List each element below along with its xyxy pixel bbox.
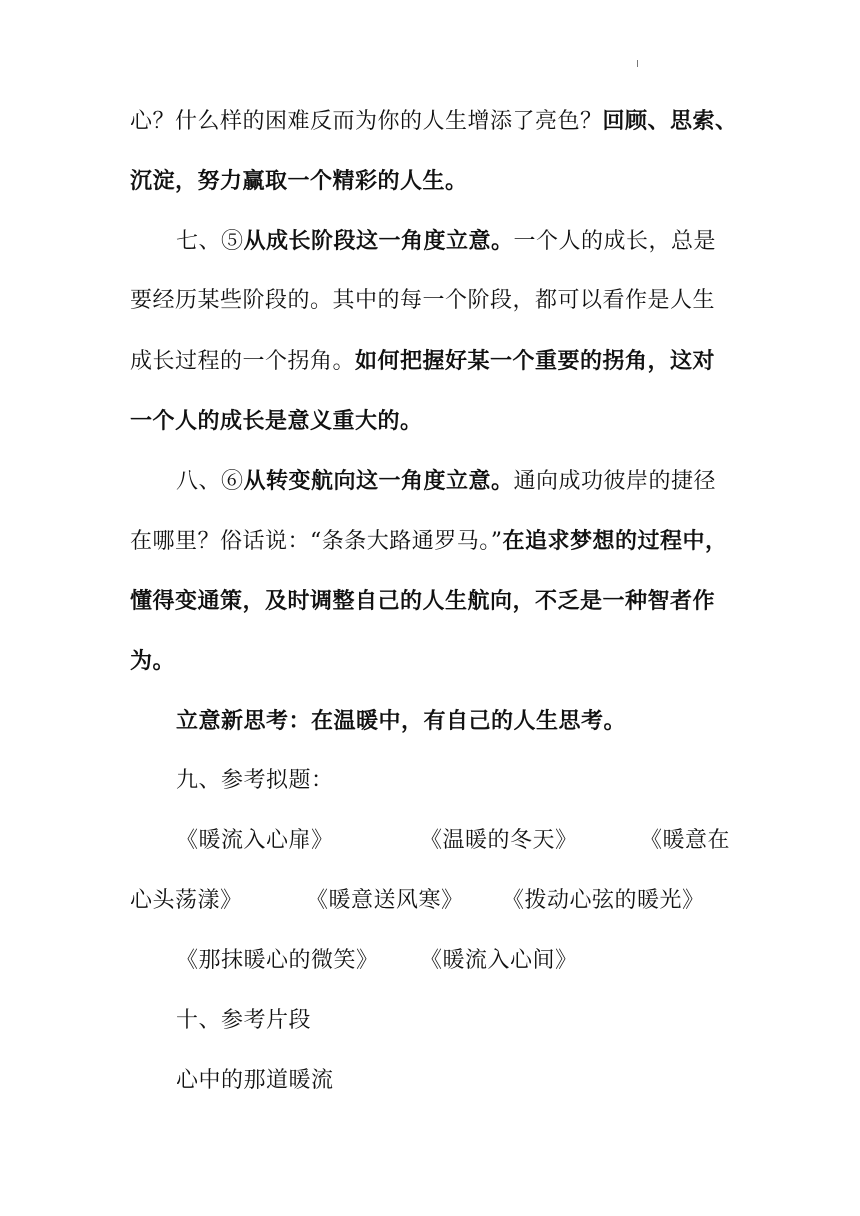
suggested-title: 《那抹暖心的微笑》 [176, 948, 379, 973]
section-heading: 十、参考片段 [176, 1008, 312, 1033]
text-run: 八、⑥ [176, 469, 244, 494]
bold-text-run: 沉淀，努力赢取一个精彩的人生。 [130, 168, 468, 194]
paragraph-line [176, 226, 716, 257]
suggested-title: 《暖意送风寒》 [306, 888, 464, 913]
bold-text-run: 懂得变通策，及时调整自己的人生航向，不乏是一种智者作 [130, 588, 716, 614]
paragraph-line [176, 706, 626, 737]
text-run: 七、⑤ [176, 229, 244, 254]
text-run: 在哪里？俗话说：“条条大路通罗马。” [130, 529, 503, 554]
suggested-title: 《温暖的冬天》 [420, 828, 578, 853]
suggested-title: 《暖流入心间》 [420, 948, 578, 973]
bold-text-run: 如何把握好某一个重要的拐角，这对 [355, 348, 716, 374]
paragraph-line [130, 646, 175, 677]
paragraph-line [176, 466, 716, 497]
bold-text-run: 从成长阶段这一角度立意。 [243, 228, 514, 254]
paragraph-line [130, 346, 715, 377]
text-run: 通向成功彼岸的捷径 [513, 469, 717, 494]
section-heading: 九、参考拟题： [176, 768, 334, 793]
text-run: 一个人的成长，总是 [513, 229, 717, 254]
suggested-title: 《暖意在 [640, 828, 731, 853]
paragraph-line [130, 406, 423, 437]
bold-text-run: 一个人的成长是意义重大的。 [130, 408, 423, 434]
bold-text-run: 为。 [130, 648, 176, 674]
text-run: 成长过程的一个拐角。 [130, 349, 356, 374]
page-tick-mark [637, 60, 638, 67]
paragraph-line: 要经历某些阶段的。其中的每一个阶段，都可以看作是人生 [130, 288, 716, 313]
suggested-title: 心头荡漾》 [130, 888, 243, 913]
suggested-title: 《拨动心弦的暖光》 [502, 888, 705, 913]
bold-text-run: 在追求梦想的过程中， [502, 528, 728, 554]
bold-text-run: 从转变航向这一角度立意。 [243, 468, 514, 494]
paragraph-line [130, 586, 715, 617]
text-run: 心？什么样的困难反而为你的人生增添了亮色？ [130, 109, 603, 134]
paragraph-line [130, 106, 738, 137]
bold-text-run: 回顾、思索、 [602, 108, 738, 134]
paragraph-line [130, 166, 468, 197]
passage-title: 心中的那道暖流 [176, 1068, 334, 1093]
suggested-title: 《暖流入心扉》 [176, 828, 334, 853]
paragraph-line [130, 526, 728, 557]
bold-text-run: 立意新思考：在温暖中，有自己的人生思考。 [176, 708, 627, 734]
